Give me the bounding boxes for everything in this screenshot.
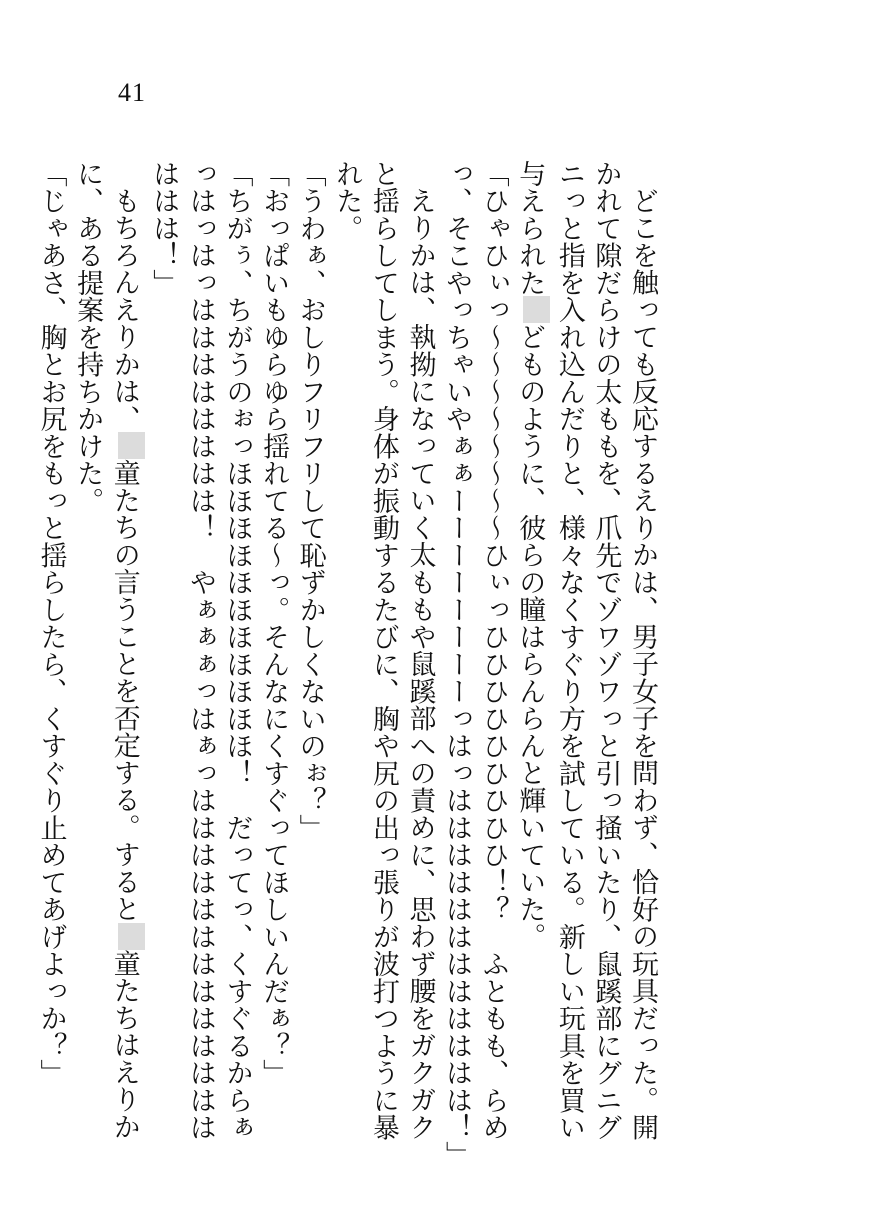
text-segment: 「おっぱいもゆらゆら揺れてる〜っ。そんなにくすぐってほしいんだぁ？」 bbox=[258, 160, 290, 1087]
text-segment: もちろんえりかは、 bbox=[108, 187, 140, 433]
paragraph bbox=[328, 160, 438, 1160]
body-text bbox=[35, 160, 660, 1169]
paragraph bbox=[291, 160, 328, 1160]
paragraph bbox=[511, 160, 660, 1160]
redaction-mark bbox=[118, 923, 145, 950]
text-segment: 「うわぁ、おしりフリフリして恥ずかしくないのぉ？」 bbox=[294, 160, 326, 842]
page-number: 41 bbox=[118, 78, 146, 107]
text-segment: 童たちの言うことを否定する。すると bbox=[108, 459, 140, 923]
text-segment: 「ひゃひぃっ〜〜〜〜〜〜〜〜ひぃっひひひひひひひひひ！？ ふともも、らめっ、そこやっちゃいやぁぁーーーーーーーーっはっはははははははははははは！」 bbox=[441, 160, 509, 1169]
text-segment: えりかは、執拗になっていく太ももや鼠蹊部への責めに、思わず腰をガクガクと揺らしてしまう。身体が振動するたびに、胸や尻の出っ張りが波打つように暴れた。 bbox=[331, 160, 436, 1141]
text-segment: 「ちがぅ、ちがうのぉっほほほほほほほほほほほ！ だってっ、くすぐるからぁっはっはっはははははははは！ やぁぁぁっはぁっはははははははははははははははは！」 bbox=[148, 160, 253, 1141]
redaction-mark bbox=[118, 432, 145, 459]
redaction-mark bbox=[523, 296, 550, 323]
paragraph bbox=[254, 160, 291, 1160]
paragraph bbox=[437, 160, 510, 1169]
text-segment: 童たちはえりかに、ある提案を持ちかけた。 bbox=[72, 160, 140, 1141]
paragraph bbox=[69, 160, 145, 1160]
text-segment: どものように、彼らの瞳はらんらんと輝いていた。 bbox=[514, 323, 546, 950]
paragraph bbox=[32, 160, 69, 1160]
paragraph bbox=[145, 160, 255, 1160]
text-segment: 「じゃあさ、胸とお尻をもっと揺らしたら、くすぐり止めてあげよっか？」 bbox=[35, 160, 67, 1087]
text-segment: どこを触っても反応するえりかは、男子女子を問わず、恰好の玩具だった。開かれて隙だらけの太ももを、爪先でゾワゾワっと引っ掻いたり、鼠蹊部にグニグニっと指を入れ込んだりと、様々なくすぐり方を試している。新しい玩具を買い与えられた bbox=[514, 160, 658, 1141]
